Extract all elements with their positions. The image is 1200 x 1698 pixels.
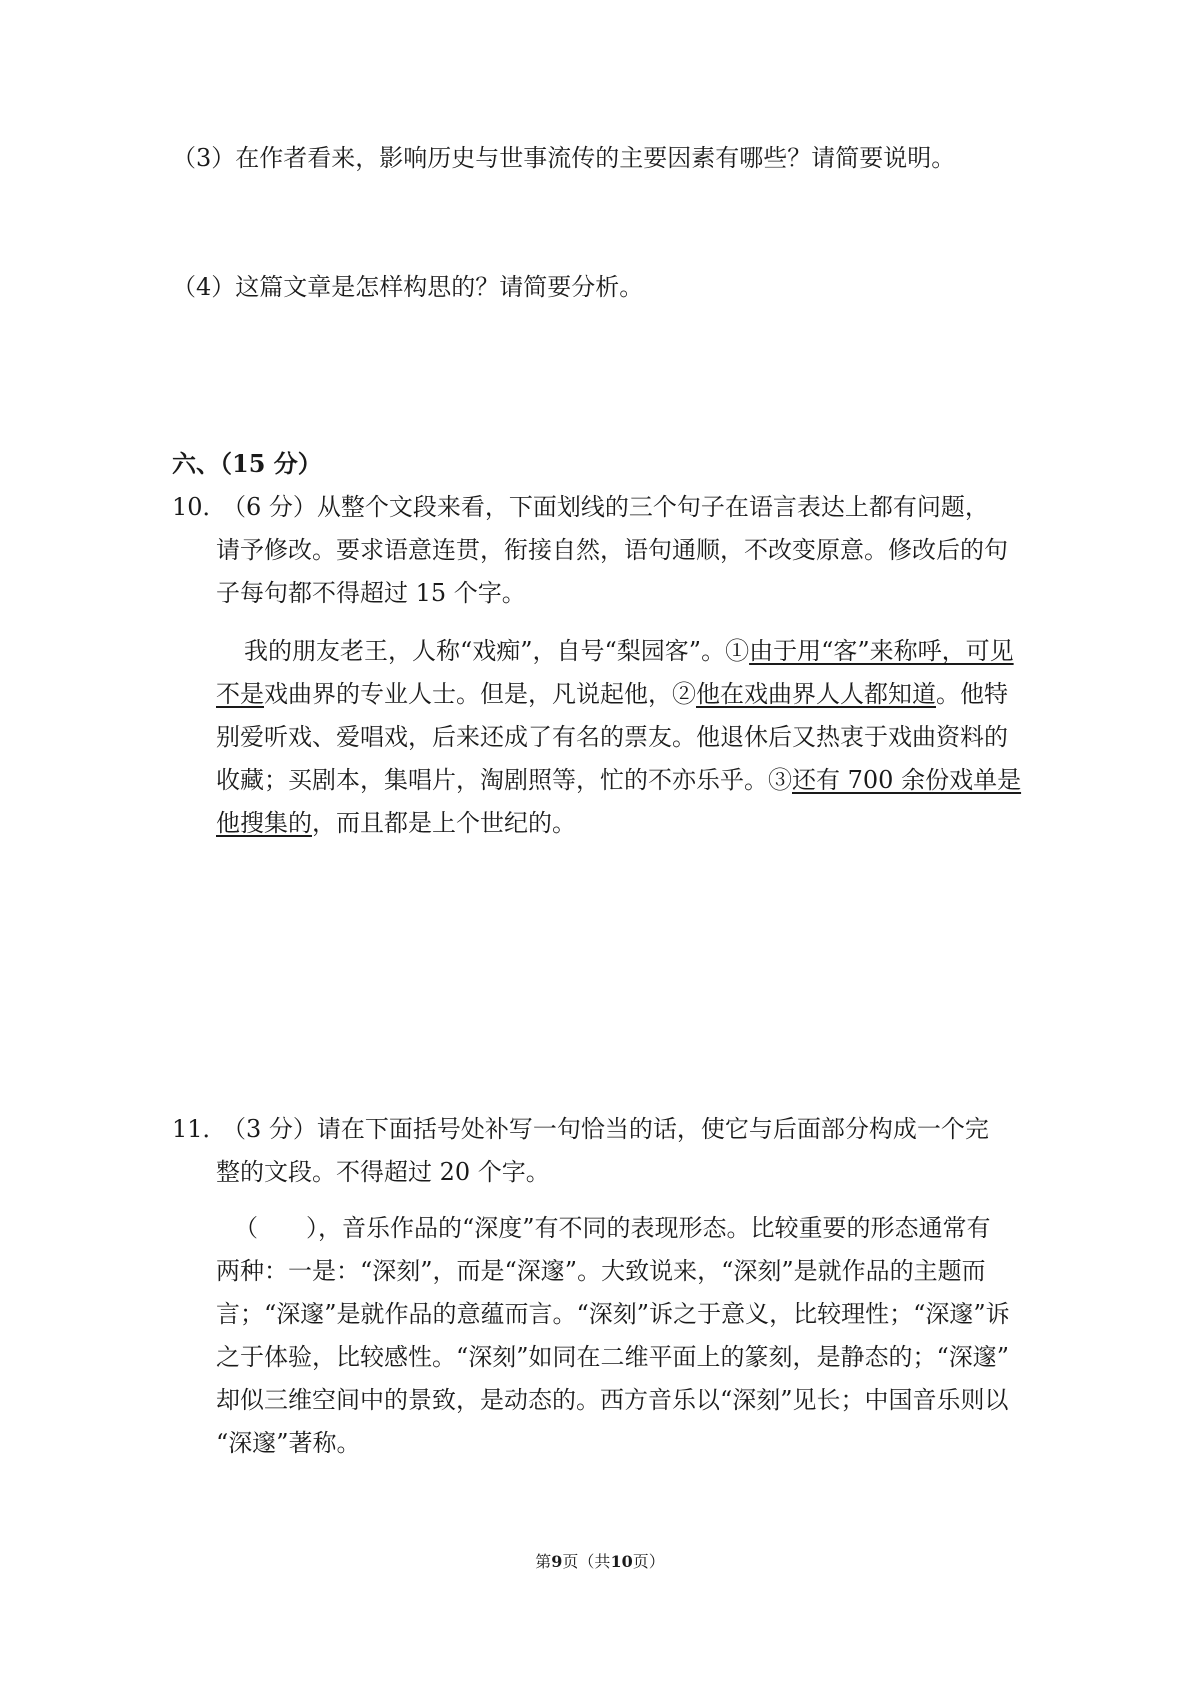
underlined-sentence-3: 还有 700 余份戏单是 bbox=[792, 766, 1022, 794]
underlined-sentence-3-end: 他搜集的 bbox=[216, 809, 312, 837]
question-11-line-2: 整的文段。不得超过 20 个字。 bbox=[216, 1158, 550, 1186]
section-6-heading: 六、（15 分） bbox=[172, 449, 322, 478]
passage-10-line-5: 他搜集的，而且都是上个世纪的。 bbox=[216, 809, 576, 837]
underlined-sentence-2: 他在戏曲界人人都知道 bbox=[696, 680, 936, 708]
passage-11-line-4: 之于体验，比较感性。“深刻”如同在二维平面上的篆刻，是静态的；“深邃” bbox=[216, 1343, 1010, 1371]
passage-11-line-5: 却似三维空间中的景致，是动态的。西方音乐以“深刻”见长；中国音乐则以 bbox=[216, 1386, 1009, 1414]
underlined-sentence-1: 由于用“客”来称呼，可见 bbox=[749, 637, 1014, 665]
passage-11-line-1: （ ），音乐作品的“深度”有不同的表现形态。比较重要的形态通常有 bbox=[234, 1214, 991, 1242]
question-10-number: 10． bbox=[172, 493, 227, 521]
page-total: 10 bbox=[610, 1552, 633, 1571]
question-4: （4）这篇文章是怎样构思的？请简要分析。 bbox=[172, 273, 644, 301]
passage-11-line-3: 言；“深邃”是就作品的意蕴而言。“深刻”诉之于意义，比较理性；“深邃”诉 bbox=[216, 1300, 1010, 1328]
passage-11-line-6: “深邃”著称。 bbox=[216, 1429, 361, 1457]
question-3: （3）在作者看来，影响历史与世事流传的主要因素有哪些？请简要说明。 bbox=[172, 144, 956, 172]
passage-10-line-4: 收藏；买剧本，集唱片，淘剧照等，忙的不亦乐乎。③还有 700 余份戏单是 bbox=[216, 766, 1022, 794]
question-10-line-1: （6 分）从整个文段来看，下面划线的三个句子在语言表达上都有问题， bbox=[222, 493, 989, 521]
page-footer: 第9页（共10页） bbox=[535, 1552, 665, 1571]
question-11-number: 11． bbox=[172, 1115, 227, 1143]
page-number: 9 bbox=[551, 1552, 563, 1571]
passage-10-line-2: 不是戏曲界的专业人士。但是，凡说起他，②他在戏曲界人人都知道。他特 bbox=[216, 680, 1008, 708]
question-11-line-1: （3 分）请在下面括号处补写一句恰当的话，使它与后面部分构成一个完 bbox=[222, 1115, 989, 1143]
question-10-line-3: 子每句都不得超过 15 个字。 bbox=[216, 579, 526, 607]
question-10-line-2: 请予修改。要求语意连贯，衔接自然，语句通顺，不改变原意。修改后的句 bbox=[216, 536, 1008, 564]
underlined-sentence-1-end: 不是 bbox=[216, 680, 264, 708]
passage-10-line-3: 别爱听戏、爱唱戏，后来还成了有名的票友。他退休后又热衷于戏曲资料的 bbox=[216, 723, 1008, 751]
passage-10-line-1: 我的朋友老王，人称“戏痴”，自号“梨园客”。①由于用“客”来称呼，可见 bbox=[244, 637, 1014, 665]
passage-11-line-2: 两种：一是：“深刻”，而是“深邃”。大致说来，“深刻”是就作品的主题而 bbox=[216, 1257, 986, 1285]
